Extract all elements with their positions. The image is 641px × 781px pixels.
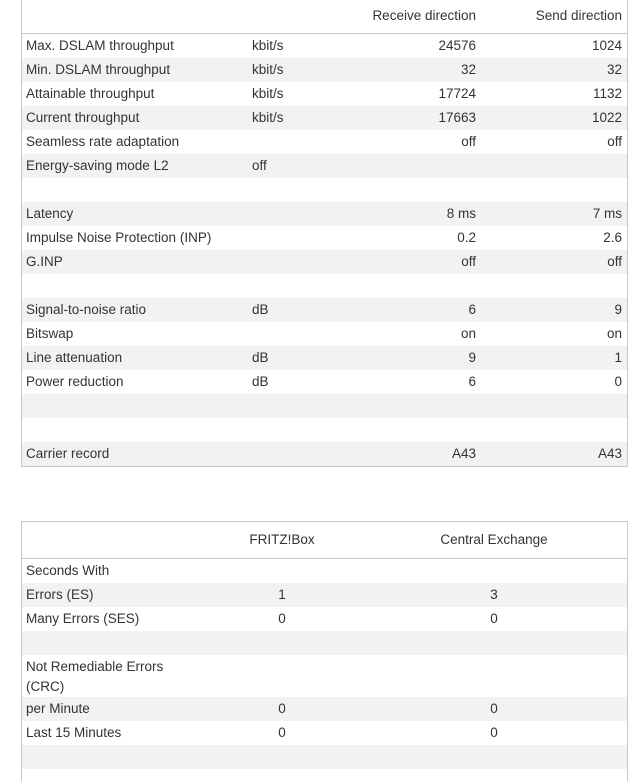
row-label: Energy-saving mode L2 xyxy=(26,158,169,173)
row-label: Latency xyxy=(26,206,74,221)
row-label: Last 15 Minutes xyxy=(26,725,122,740)
error-statistics-table xyxy=(21,521,628,781)
fritzbox-header: FRITZ!Box xyxy=(249,532,315,547)
send-value: 32 xyxy=(606,62,622,77)
receive-value: 9 xyxy=(468,350,476,365)
table-row xyxy=(22,583,627,607)
fritzbox-value: 1 xyxy=(278,587,286,602)
send-value: off xyxy=(607,254,622,269)
error-table-body xyxy=(22,559,627,769)
row-label: Attainable throughput xyxy=(26,86,155,101)
table-row xyxy=(22,82,627,106)
row-label: Power reduction xyxy=(26,374,124,389)
error-table-header xyxy=(22,522,627,559)
row-label: per Minute xyxy=(26,701,90,716)
row-label: Bitswap xyxy=(26,326,74,341)
central-exchange-value: 0 xyxy=(490,701,498,716)
dsl-table-body xyxy=(22,34,627,466)
row-label: Seamless rate adaptation xyxy=(26,134,180,149)
row-label: Carrier record xyxy=(26,446,110,461)
send-value: 0 xyxy=(614,374,622,389)
table-row xyxy=(22,697,627,721)
central-exchange-value: 0 xyxy=(490,611,498,626)
dsl-table-header xyxy=(22,0,627,34)
table-row xyxy=(22,58,627,82)
send-value: off xyxy=(607,134,622,149)
row-label: Impulse Noise Protection (INP) xyxy=(26,230,212,245)
row-label: Max. DSLAM throughput xyxy=(26,38,174,53)
row-unit: kbit/s xyxy=(252,62,284,77)
send-value: on xyxy=(606,326,622,341)
central-exchange-header: Central Exchange xyxy=(440,532,548,547)
receive-value: A43 xyxy=(451,446,476,461)
receive-value: 32 xyxy=(460,62,476,77)
fritzbox-value: 0 xyxy=(278,611,286,626)
table-row xyxy=(22,394,627,418)
row-label: Signal-to-noise ratio xyxy=(26,302,147,317)
send-value: 1 xyxy=(614,350,622,365)
row-unit: dB xyxy=(252,350,269,365)
table-row xyxy=(22,721,627,745)
table-row xyxy=(22,745,627,769)
row-label: Not Remediable Errors (CRC) xyxy=(26,659,164,694)
row-label: Seconds With xyxy=(26,563,110,578)
table-row xyxy=(22,178,627,202)
receive-value: 17663 xyxy=(438,110,476,125)
table-row xyxy=(22,202,627,226)
table-row xyxy=(22,607,627,631)
table-row xyxy=(22,154,627,178)
send-direction-header: Send direction xyxy=(535,8,622,23)
table-row xyxy=(22,370,627,394)
table-row xyxy=(22,418,627,442)
receive-value: 6 xyxy=(468,374,476,389)
row-label: Current throughput xyxy=(26,110,140,125)
table-row xyxy=(22,322,627,346)
central-exchange-value: 3 xyxy=(490,587,498,602)
receive-value: on xyxy=(460,326,476,341)
row-label: G.INP xyxy=(26,254,63,269)
send-value: 7 ms xyxy=(592,206,622,221)
row-unit: kbit/s xyxy=(252,86,284,101)
table-row xyxy=(22,631,627,655)
table-row xyxy=(22,34,627,58)
row-unit: kbit/s xyxy=(252,38,284,53)
row-label: Errors (ES) xyxy=(26,587,94,602)
dsl-overview-table xyxy=(21,0,628,467)
table-row xyxy=(22,559,627,583)
send-value: 1024 xyxy=(591,38,622,53)
row-unit: dB xyxy=(252,302,269,317)
receive-direction-header: Receive direction xyxy=(372,8,476,23)
table-row xyxy=(22,226,627,250)
send-value: 2.6 xyxy=(603,230,622,245)
row-unit: off xyxy=(252,158,267,173)
row-label: Min. DSLAM throughput xyxy=(26,62,171,77)
table-row xyxy=(22,298,627,322)
row-unit: dB xyxy=(252,374,269,389)
row-label: Line attenuation xyxy=(26,350,123,365)
table-row xyxy=(22,250,627,274)
receive-value: 0.2 xyxy=(457,230,476,245)
fritzbox-value: 0 xyxy=(278,701,286,716)
table-row xyxy=(22,106,627,130)
receive-value: 6 xyxy=(468,302,476,317)
table-row xyxy=(22,274,627,298)
table-row xyxy=(22,655,627,697)
send-value: 9 xyxy=(614,302,622,317)
table-row xyxy=(22,346,627,370)
receive-value: off xyxy=(461,134,476,149)
send-value: 1132 xyxy=(592,86,622,101)
row-unit: kbit/s xyxy=(252,110,284,125)
receive-value: off xyxy=(461,254,476,269)
table-row xyxy=(22,442,627,466)
row-label: Many Errors (SES) xyxy=(26,611,140,626)
receive-value: 24576 xyxy=(438,38,476,53)
fritzbox-value: 0 xyxy=(278,725,286,740)
table-row xyxy=(22,130,627,154)
receive-value: 17724 xyxy=(438,86,476,101)
central-exchange-value: 0 xyxy=(490,725,498,740)
send-value: 1022 xyxy=(591,110,622,125)
send-value: A43 xyxy=(597,446,622,461)
receive-value: 8 ms xyxy=(446,206,476,221)
